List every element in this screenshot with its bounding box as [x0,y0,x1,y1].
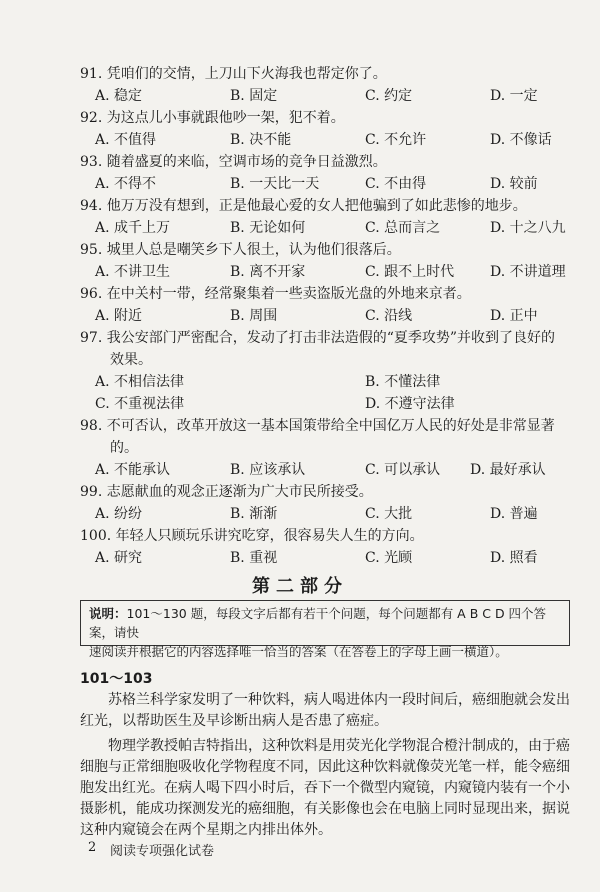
question-95-option-a: A. 不讲卫生 [95,264,171,280]
book-title: 阅读专项强化试卷 [110,844,215,859]
question-95-option-d: D. 不讲道理 [490,264,566,280]
question-95-option-c: C. 跟不上时代 [365,264,455,280]
page-number: 2 [88,840,97,855]
part-title: 第二部分 [252,576,348,597]
question-98-option-d: D. 最好承认 [470,462,546,478]
instructions-label: 说明： [89,606,127,621]
question-98-option-a: A. 不能承认 [95,462,171,478]
question-94-option-c: C. 总而言之 [365,220,441,236]
question-96-option-b: B. 周围 [230,308,278,324]
question-100-stem: 100. 年轻人只顾玩乐讲究吃穿，很容易失人生的方向。 [80,528,424,544]
question-97-option-d: D. 不遵守法律 [365,396,455,412]
question-92-option-d: D. 不像话 [490,132,552,148]
question-97-stem: 97. 我公安部门严密配合，发动了打击非法造假的“夏季攻势”并收到了良好的 [80,330,556,346]
question-98-stem: 98. 不可否认，改革开放这一基本国策带给全中国亿万人民的好处是非常显著 [80,418,555,434]
question-92-option-a: A. 不值得 [95,132,157,148]
question-97-stem-continued: 效果。 [110,352,152,368]
question-95-option-b: B. 离不开家 [230,264,306,280]
question-92-option-c: C. 不允许 [365,132,427,148]
instructions-text-1: 101～130 题，每段文字后都有若干个问题，每个问题都有 A B C D 四个答案，请快 [89,606,547,640]
question-100-option-a: A. 研究 [95,550,143,566]
question-98-option-b: B. 应该承认 [230,462,306,478]
question-93-option-d: D. 较前 [490,176,538,192]
question-96-option-c: C. 沿线 [365,308,413,324]
question-99-stem: 99. 志愿献血的观念正逐渐为广大市民所接受。 [80,484,373,500]
question-93-option-c: C. 不由得 [365,176,427,192]
question-98-stem-continued: 的。 [110,440,138,456]
question-100-option-b: B. 重视 [230,550,278,566]
question-99-option-a: A. 纷纷 [95,506,143,522]
passage-paragraph-1: 苏格兰科学家发明了一种饮料，病人喝进体内一段时间后，癌细胞就会发出红光，以帮助医生及早诊断出病人是否患了癌症。 [80,692,570,729]
question-99-option-b: B. 渐渐 [230,506,278,522]
instructions-line-1 [89,604,561,642]
question-94-option-b: B. 无论如何 [230,220,306,236]
question-99-option-c: C. 大批 [365,506,413,522]
question-97-option-b: B. 不懂法律 [365,374,441,390]
instructions-box [80,600,570,659]
question-98-option-c: C. 可以承认 [365,462,441,478]
question-96-stem: 96. 在中关村一带，经常聚集着一些卖盗版光盘的外地来京者。 [80,286,471,302]
question-91-option-a: A. 稳定 [95,88,143,104]
passage-range: 101～103 [80,671,153,687]
question-92-option-b: B. 决不能 [230,132,292,148]
question-91-option-d: D. 一定 [490,88,538,104]
question-94-stem: 94. 他万万没有想到，正是他最心爱的女人把他骗到了如此悲惨的地步。 [80,198,527,214]
question-96-option-a: A. 附近 [95,308,143,324]
question-95-stem: 95. 城里人总是嘲笑乡下人很土，认为他们很落后。 [80,242,401,258]
question-99-option-d: D. 普遍 [490,506,538,522]
question-93-option-a: A. 不得不 [95,176,157,192]
question-93-option-b: B. 一天比一天 [230,176,320,192]
question-91-option-b: B. 固定 [230,88,278,104]
question-92-stem: 92. 为这点儿小事就跟他吵一架，犯不着。 [80,110,345,126]
question-96-option-d: D. 正中 [490,308,538,324]
question-93-stem: 93. 随着盛夏的来临，空调市场的竞争日益激烈。 [80,154,387,170]
passage-paragraph-2: 物理学教授帕吉特指出，这种饮料是用荧光化学物混合橙汁制成的，由于癌细胞与正常细胞吸收化学物程度不同，因此这种饮料就像荧光笔一样，能令癌细胞发出红光。在病人喝下四小时后，吞下一个微型内窥镜，内窥镜内装有一个小摄影机，能成功探测发光的癌细胞，有关影像也会在电脑上同时显现出来，据说这种内窥镜会在两个星期之内排出体外。 [80,738,570,838]
question-97-option-c: C. 不重视法律 [95,396,185,412]
question-100-option-c: C. 光顾 [365,550,413,566]
question-100-option-d: D. 照看 [490,550,538,566]
question-91-option-c: C. 约定 [365,88,413,104]
question-94-option-d: D. 十之八九 [490,220,566,236]
question-94-option-a: A. 成千上万 [95,220,171,236]
question-91-stem: 91. 凭咱们的交情，上刀山下火海我也帮定你了。 [80,66,387,82]
instructions-line-2: 速阅读并根据它的内容选择唯一恰当的答案（在答卷上的字母上画一横道）。 [89,644,508,659]
question-97-option-a: A. 不相信法律 [95,374,185,390]
